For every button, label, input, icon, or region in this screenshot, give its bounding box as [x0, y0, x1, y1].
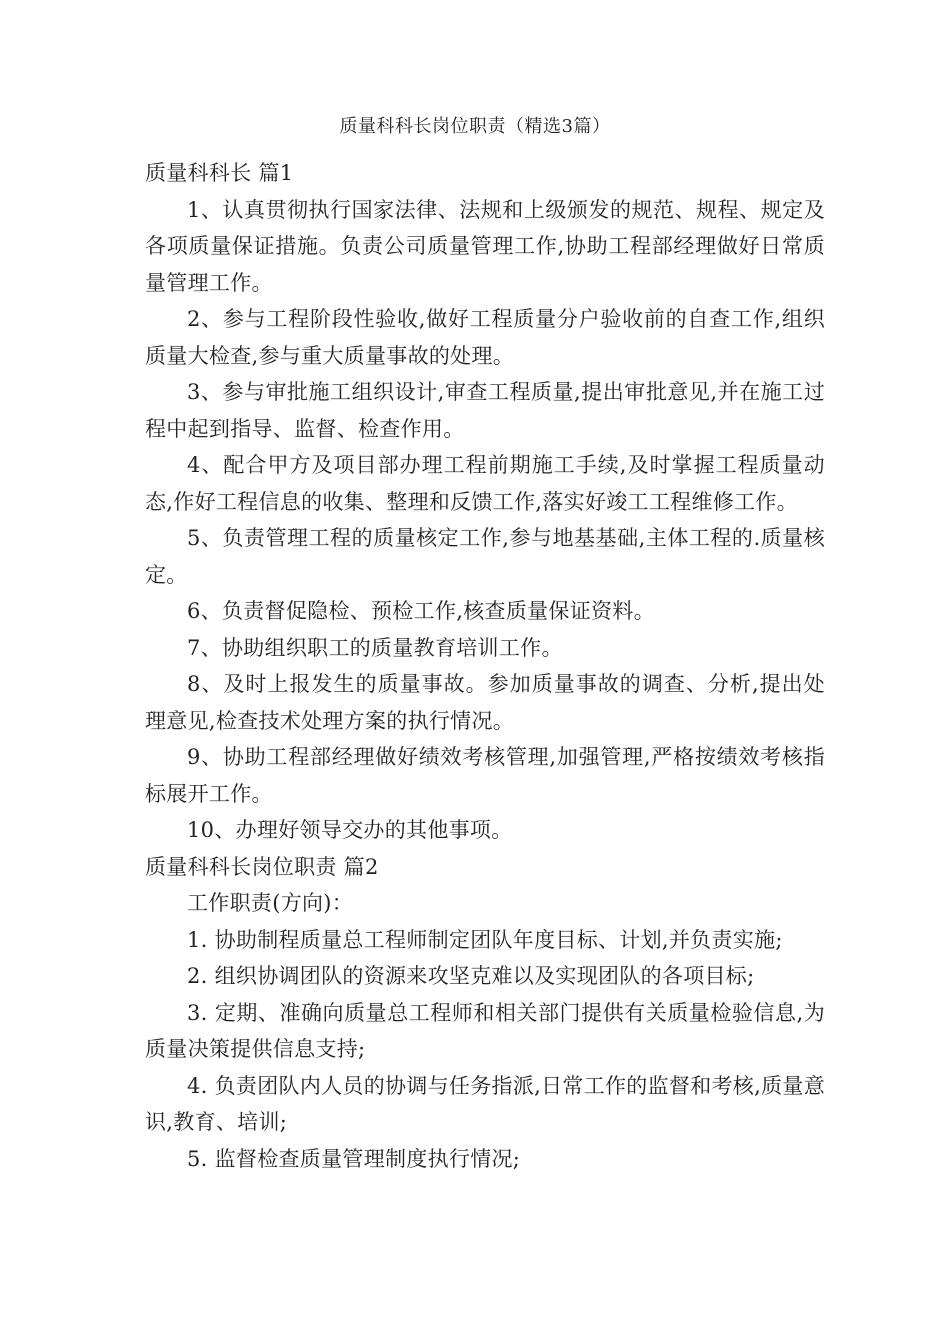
section2-item-1: 1. 协助制程质量总工程师制定团队年度目标、计划,并负责实施; — [187, 927, 783, 952]
section1-item-7: 7、协助组织职工的质量教育培训工作。 — [187, 635, 563, 660]
section1-item-8: 8、及时上报发生的质量事故。参加质量事故的调查、分析,提出处理意见,检查技术处理方案的执行情况。 — [145, 672, 825, 733]
section1-item-5: 5、负责管理工程的质量核定工作,参与地基基础,主体工程的.质量核定。 — [145, 526, 825, 587]
section1-item-1: 1、认真贯彻执行国家法律、法规和上级颁发的规范、规程、规定及各项质量保证措施。负责公司质量管理工作,协助工程部经理做好日常质量管理工作。 — [145, 197, 825, 295]
section2-item-intro: 工作职责(方向)： — [187, 891, 354, 915]
section2-item-4: 4. 负责团队内人员的协调与任务指派,日常工作的监督和考核,质量意识,教育、培训; — [145, 1073, 825, 1134]
section2-item-2: 2. 组织协调团队的资源来攻坚克难以及实现团队的各项目标; — [187, 964, 755, 988]
section2-item-3: 3. 定期、准确向质量总工程师和相关部门提供有关质量检验信息,为质量决策提供信息支持; — [145, 1000, 825, 1061]
section-heading-2: 质量科科长岗位职责 篇2 — [145, 854, 379, 879]
section1-item-10: 10、办理好领导交办的其他事项。 — [187, 818, 513, 842]
section2-item-5: 5. 监督检查质量管理制度执行情况; — [187, 1146, 521, 1171]
section1-item-9: 9、协助工程部经理做好绩效考核管理,加强管理,严格按绩效考核指标展开工作。 — [145, 745, 825, 806]
section1-item-2: 2、参与工程阶段性验收,做好工程质量分户验收前的自查工作,组织质量大检查,参与重大质量事故的处理。 — [145, 307, 825, 368]
section-heading-1: 质量科科长 篇1 — [145, 161, 294, 185]
section1-item-6: 6、负责督促隐检、预检工作,核查质量保证资料。 — [187, 599, 655, 623]
section1-item-4: 4、配合甲方及项目部办理工程前期施工手续,及时掌握工程质量动态,作好工程信息的收集、整理和反馈工作,落实好竣工工程维修工作。 — [145, 453, 825, 514]
document-body — [145, 155, 825, 1177]
section1-item-3: 3、参与审批施工组织设计,审查工程质量,提出审批意见,并在施工过程中起到指导、监督、检查作用。 — [145, 380, 825, 441]
document-title: 质量科科长岗位职责（精选3篇） — [339, 116, 611, 137]
